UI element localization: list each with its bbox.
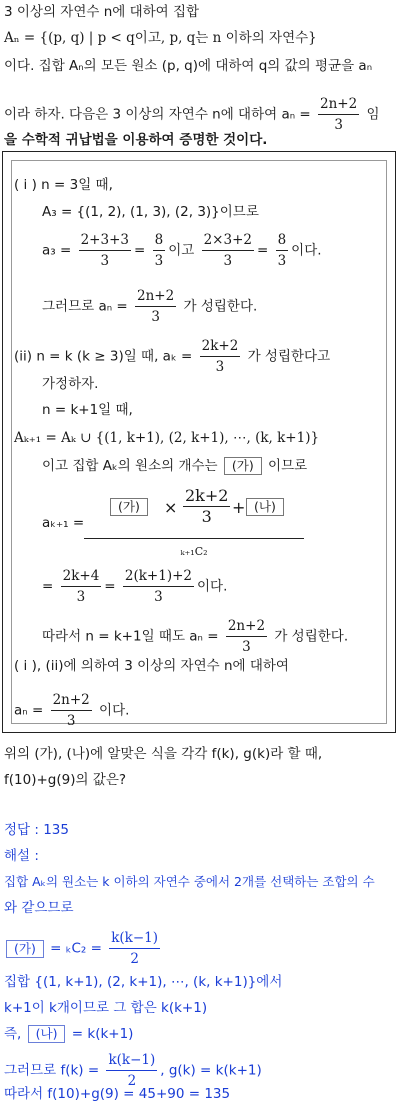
proof-set-ak1: Aₖ₊₁ = Aₖ ∪ {(1, k+1), (2, k+1), ⋯, (k, k+1)} (14, 430, 320, 446)
solution-line-6: 즉, (나) = k(k+1) (4, 1026, 134, 1042)
plus-sign: + (232, 498, 246, 517)
fraction: $\frac{k(k-1)}{2}$ (111, 930, 159, 967)
fraction: $\frac{2n+2}{3}$ (320, 96, 358, 133)
proof-a3-equation: a₃ = $\frac{2+3+3}{3}$ = $\frac{8}{3}$ 이고 $\frac{2\times 3+2}{3}$ = $\frac{8}{3}$ 이다. (42, 232, 322, 269)
blank-ga-box: (가) (110, 498, 148, 516)
solution-line-5: k+1이 k개이므로 그 합은 k(k+1) (4, 1000, 208, 1016)
fraction: $\frac{2(k+1)+2}{3}$ (124, 568, 192, 605)
times-sign: × (164, 498, 178, 517)
question-line-1: 위의 (가), (나)에 알맞은 식을 각각 f(k), g(k)라 할 때, (4, 746, 323, 762)
fraction: $\frac{2n+2}{3}$ (137, 288, 175, 325)
fraction: $\frac{8}{3}$ (277, 232, 287, 269)
problem-line-1: 3 이상의 자연수 n에 대하여 집합 (4, 4, 200, 20)
fraction: $\frac{2+3+3}{3}$ (80, 232, 129, 269)
fraction: $\frac{2k+2}{3}$ (201, 338, 239, 375)
solution-line-8: 따라서 f(10)+g(9) = 45+90 = 135 (4, 1086, 231, 1102)
fraction: $\frac{2n+2}{3}$ (227, 618, 266, 655)
fraction: $\frac{8}{3}$ (154, 232, 164, 269)
fraction: $\frac{2k+2}{3}$ (185, 486, 229, 526)
proof-count-line: 이고 집합 Aₖ의 원소의 개수는 (가) 이므로 (42, 458, 308, 474)
proof-case-i-head: ( i ) n = 3일 때, (14, 177, 113, 193)
problem-set-definition: Aₙ = {(p, q) | p < q이고, p, q는 n 이하의 자연수} (4, 30, 317, 46)
fraction: $\frac{2k+4}{3}$ (62, 568, 100, 605)
proof-case-ii-head: (ii) n = k (k ≥ 3)일 때, aₖ = $\frac{2k+2}{3}$ 가 성립한다고 (14, 338, 331, 375)
proof-n-k1: n = k+1일 때, (42, 402, 133, 418)
blank-ga-box: (가) (6, 940, 44, 958)
proof-then: 따라서 n = k+1일 때도 aₙ = $\frac{2n+2}{3}$ 가 성립한다. (42, 618, 349, 655)
problem-line-5: 을 수학적 귀납법을 이용하여 증명한 것이다. (4, 132, 268, 148)
answer: 정답 : 135 (4, 822, 69, 838)
explanation-label: 해설 : (4, 848, 39, 864)
solution-line-4: 집합 {(1, k+1), (2, k+1), ⋯, (k, k+1)}에서 (4, 974, 283, 990)
big-fraction-numerator (84, 486, 304, 539)
fraction: $\frac{k(k-1)}{2}$ (108, 1052, 156, 1089)
fraction: $\frac{2\times 3+2}{3}$ (203, 232, 252, 269)
solution-line-1: 집합 Aₖ의 원소는 k 이하의 자연수 중에서 2개를 선택하는 조합의 수 (4, 874, 375, 889)
fraction: $\frac{2n+2}{3}$ (52, 692, 90, 729)
problem-line-3: 이다. 집합 Aₙ의 모든 원소 (p, q)에 대하여 q의 값의 평균을 aₙ (4, 58, 373, 74)
blank-ga-box: (가) (224, 457, 262, 475)
solution-line-3: (가) = ₖC₂ = $\frac{k(k-1)}{2}$ (4, 928, 163, 969)
problem-line-4: 이라 하자. 다음은 3 이상의 자연수 n에 대하여 aₙ = $\frac{2n+2}{3}$ 임 (4, 96, 380, 133)
proof-final: aₙ = $\frac{2n+2}{3}$ 이다. (14, 692, 130, 729)
proof-assume: 가정하자. (42, 376, 99, 392)
proof-set-a3: A₃ = {(1, 2), (1, 3), (2, 3)}이므로 (42, 204, 259, 220)
proof-case-i-conclusion: 그러므로 aₙ = $\frac{2n+2}{3}$ 가 성립한다. (42, 288, 258, 325)
question-line-2: f(10)+g(9)의 값은? (4, 772, 127, 788)
proof-simplify: = $\frac{2k+4}{3}$ = $\frac{2(k+1)+2}{3}$ 이다. (42, 568, 228, 605)
proof-conclusion-line: ( i ), (ii)에 의하여 3 이상의 자연수 n에 대하여 (14, 658, 289, 674)
big-fraction (84, 486, 304, 558)
solution-line-7: 그러므로 f(k) = $\frac{k(k-1)}{2}$ , g(k) = k(k+1) (4, 1052, 262, 1089)
big-fraction-denominator: ₖ₊₁C₂ (180, 545, 208, 558)
blank-na-box: (나) (28, 1025, 66, 1043)
proof-ak1-label: aₖ₊₁ = (42, 515, 85, 531)
blank-na-box: (나) (246, 498, 284, 516)
solution-line-2: 와 같으므로 (4, 900, 74, 916)
